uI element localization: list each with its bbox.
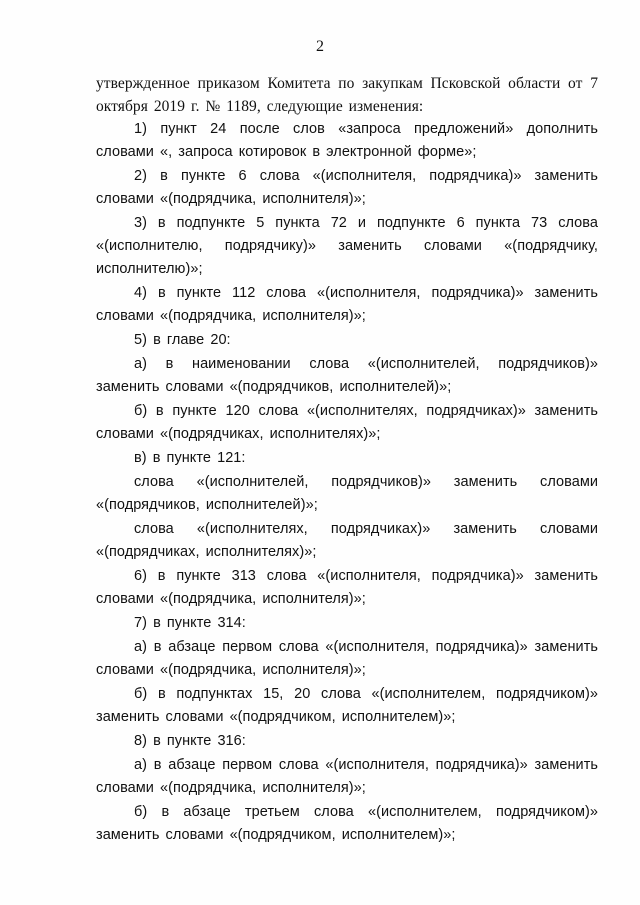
page-number: 2	[316, 38, 324, 55]
item-8-paragraph: 8) в пункте 316:	[134, 733, 246, 749]
item-5v-line-2-paragraph: слова «(исполнителях, подрядчиках)» заменить словами «(подрядчиках, исполнителях)»;	[96, 521, 598, 560]
item-6-paragraph: 6) в пункте 313 слова «(исполнителя, подрядчика)» заменить словами «(подрядчика, исполнителя)»;	[96, 568, 598, 607]
item-8b-paragraph: б) в абзаце третьем слова «(исполнителем, подрядчиком)» заменить словами «(подрядчиком, исполнителем)»;	[96, 804, 598, 843]
item-7b-paragraph: б) в подпунктах 15, 20 слова «(исполнителем, подрядчиком)» заменить словами «(подрядчиком, исполнителем)»;	[96, 686, 598, 725]
item-5b-paragraph: б) в пункте 120 слова «(исполнителях, подрядчиках)» заменить словами «(подрядчиках, исполнителях)»;	[96, 403, 598, 442]
item-5a-paragraph: а) в наименовании слова «(исполнителей, подрядчиков)» заменить словами «(подрядчиков, исполнителей)»;	[96, 356, 598, 395]
item-3-paragraph: 3) в подпункте 5 пункта 72 и подпункте 6 пункта 73 слова «(исполнителю, подрядчику)» заменить словами «(подрядчику, исполнителю)»;	[96, 215, 598, 277]
item-1-paragraph: 1) пункт 24 после слов «запроса предложений» дополнить словами «, запроса котировок в электронной форме»;	[96, 121, 598, 160]
item-7-paragraph: 7) в пункте 314:	[134, 615, 246, 631]
item-4-paragraph: 4) в пункте 112 слова «(исполнителя, подрядчика)» заменить словами «(подрядчика, исполнителя)»;	[96, 285, 598, 324]
intro-paragraph: утвержденное приказом Комитета по закупкам Псковской области от 7 октября 2019 г. № 1189, следующие изменения:	[96, 75, 598, 115]
item-2-paragraph: 2) в пункте 6 слова «(исполнителя, подрядчика)» заменить словами «(подрядчика, исполнителя)»;	[96, 168, 598, 207]
item-5v-paragraph: в) в пункте 121:	[134, 450, 246, 466]
item-5-paragraph: 5) в главе 20:	[134, 332, 231, 348]
item-8a-paragraph: а) в абзаце первом слова «(исполнителя, подрядчика)» заменить словами «(подрядчика, исполнителя)»;	[96, 757, 598, 796]
item-7a-paragraph: а) в абзаце первом слова «(исполнителя, подрядчика)» заменить словами «(подрядчика, исполнителя)»;	[96, 639, 598, 678]
document-body	[96, 72, 598, 847]
item-5v-line-1-paragraph: слова «(исполнителей, подрядчиков)» заменить словами «(подрядчиков, исполнителей)»;	[96, 474, 598, 513]
